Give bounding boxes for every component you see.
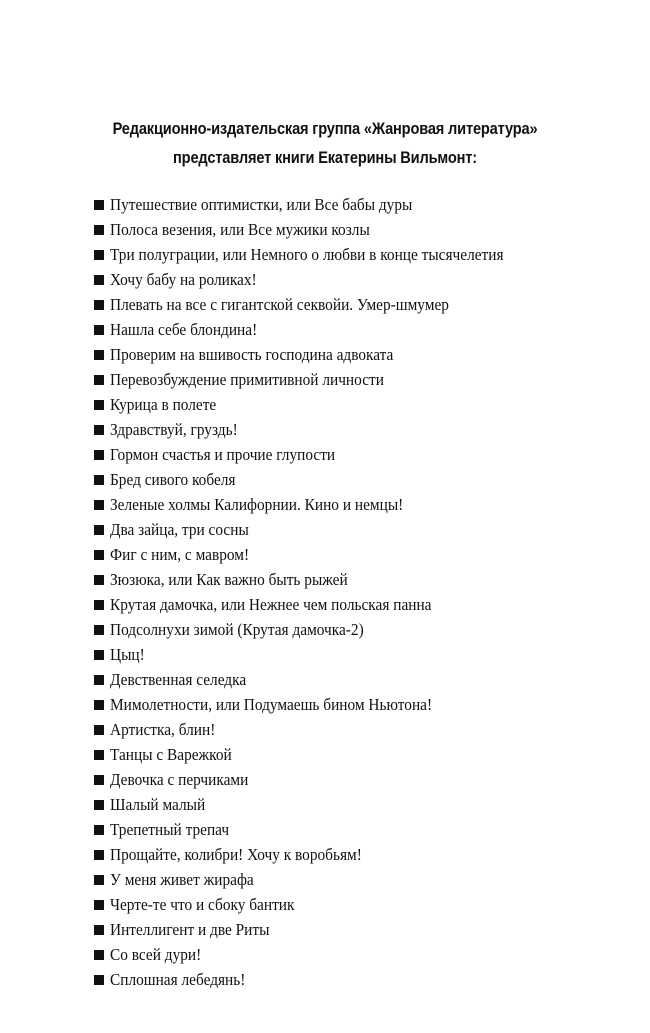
book-title: Два зайца, три сосны (110, 520, 249, 539)
book-title: Прощайте, колибри! Хочу к воробьям! (110, 845, 362, 864)
square-bullet-icon (94, 900, 104, 910)
square-bullet-icon (94, 750, 104, 760)
book-title: Черте-те что и сбоку бантик (110, 895, 295, 914)
book-title: Гормон счастья и прочие глупости (110, 445, 336, 464)
square-bullet-icon (94, 200, 104, 210)
book-title: Плевать на все с гигантской секвойи. Умер-шмумер (110, 295, 449, 314)
list-item (94, 767, 533, 792)
list-item (94, 567, 533, 592)
list-item (94, 292, 533, 317)
square-bullet-icon (94, 925, 104, 935)
list-item (94, 967, 533, 992)
book-title: Проверим на вшивость господина адвоката (110, 345, 394, 364)
square-bullet-icon (94, 975, 104, 985)
list-item (94, 942, 533, 967)
list-item (94, 642, 533, 667)
book-title: Мимолетности, или Подумаешь бином Ньютона! (110, 695, 433, 714)
header-line-publisher: Редакционно-издательская группа «Жанровая литература» (112, 119, 538, 138)
list-item (94, 717, 533, 742)
book-title: Хочу бабу на роликах! (110, 270, 257, 289)
list-item (94, 267, 533, 292)
book-title: Девственная селедка (110, 670, 247, 689)
square-bullet-icon (94, 850, 104, 860)
square-bullet-icon (94, 875, 104, 885)
square-bullet-icon (94, 650, 104, 660)
book-title: Бред сивого кобеля (110, 470, 236, 489)
list-item (94, 617, 533, 642)
list-item (94, 742, 533, 767)
square-bullet-icon (94, 475, 104, 485)
square-bullet-icon (94, 800, 104, 810)
list-item (94, 692, 533, 717)
list-item (94, 242, 533, 267)
list-item (94, 192, 533, 217)
list-item (94, 492, 533, 517)
square-bullet-icon (94, 775, 104, 785)
square-bullet-icon (94, 250, 104, 260)
square-bullet-icon (94, 600, 104, 610)
square-bullet-icon (94, 225, 104, 235)
square-bullet-icon (94, 300, 104, 310)
book-title: Здравствуй, груздь! (110, 420, 238, 439)
square-bullet-icon (94, 325, 104, 335)
list-item (94, 792, 533, 817)
book-title: Курица в полете (110, 395, 217, 414)
list-item (94, 517, 533, 542)
list-item (94, 392, 533, 417)
book-title: Зеленые холмы Калифорнии. Кино и немцы! (110, 495, 404, 514)
list-item (94, 542, 533, 567)
square-bullet-icon (94, 350, 104, 360)
list-item (94, 342, 533, 367)
square-bullet-icon (94, 450, 104, 460)
publisher-header (46, 114, 605, 172)
square-bullet-icon (94, 550, 104, 560)
book-title: Полоса везения, или Все мужики козлы (110, 220, 370, 239)
book-title: Нашла себе блондина! (110, 320, 258, 339)
list-item (94, 867, 533, 892)
list-item (94, 817, 533, 842)
book-list (94, 192, 533, 992)
book-title: У меня живет жирафа (110, 870, 254, 889)
book-title: Путешествие оптимистки, или Все бабы дуры (110, 195, 413, 214)
list-item (94, 842, 533, 867)
book-title: Артистка, блин! (110, 720, 216, 739)
list-item (94, 367, 533, 392)
book-title: Интеллигент и две Риты (110, 920, 270, 939)
header-line-author: представляет книги Екатерины Вильмонт: (173, 148, 477, 167)
book-title: Со всей дури! (110, 945, 202, 964)
book-title: Крутая дамочка, или Нежнее чем польская панна (110, 595, 432, 614)
book-title: Трепетный трепач (110, 820, 230, 839)
list-item (94, 442, 533, 467)
list-item (94, 467, 533, 492)
square-bullet-icon (94, 400, 104, 410)
list-item (94, 317, 533, 342)
square-bullet-icon (94, 725, 104, 735)
book-title: Три полуграции, или Немного о любви в конце тысячелетия (110, 245, 504, 264)
book-title: Девочка с перчиками (110, 770, 249, 789)
book-title: Фиг с ним, с мавром! (110, 545, 250, 564)
square-bullet-icon (94, 700, 104, 710)
square-bullet-icon (94, 525, 104, 535)
square-bullet-icon (94, 825, 104, 835)
square-bullet-icon (94, 425, 104, 435)
list-item (94, 892, 533, 917)
square-bullet-icon (94, 950, 104, 960)
list-item (94, 667, 533, 692)
square-bullet-icon (94, 625, 104, 635)
book-title: Танцы с Варежкой (110, 745, 232, 764)
square-bullet-icon (94, 575, 104, 585)
square-bullet-icon (94, 375, 104, 385)
book-title: Сплошная лебедянь! (110, 970, 246, 989)
square-bullet-icon (94, 675, 104, 685)
list-item (94, 217, 533, 242)
book-title: Цыц! (110, 645, 145, 664)
square-bullet-icon (94, 275, 104, 285)
list-item (94, 592, 533, 617)
book-title: Подсолнухи зимой (Крутая дамочка-2) (110, 620, 364, 639)
book-title: Перевозбуждение примитивной личности (110, 370, 384, 389)
book-title: Зюзюка, или Как важно быть рыжей (110, 570, 348, 589)
book-title: Шалый малый (110, 795, 206, 814)
list-item (94, 917, 533, 942)
square-bullet-icon (94, 500, 104, 510)
list-item (94, 417, 533, 442)
